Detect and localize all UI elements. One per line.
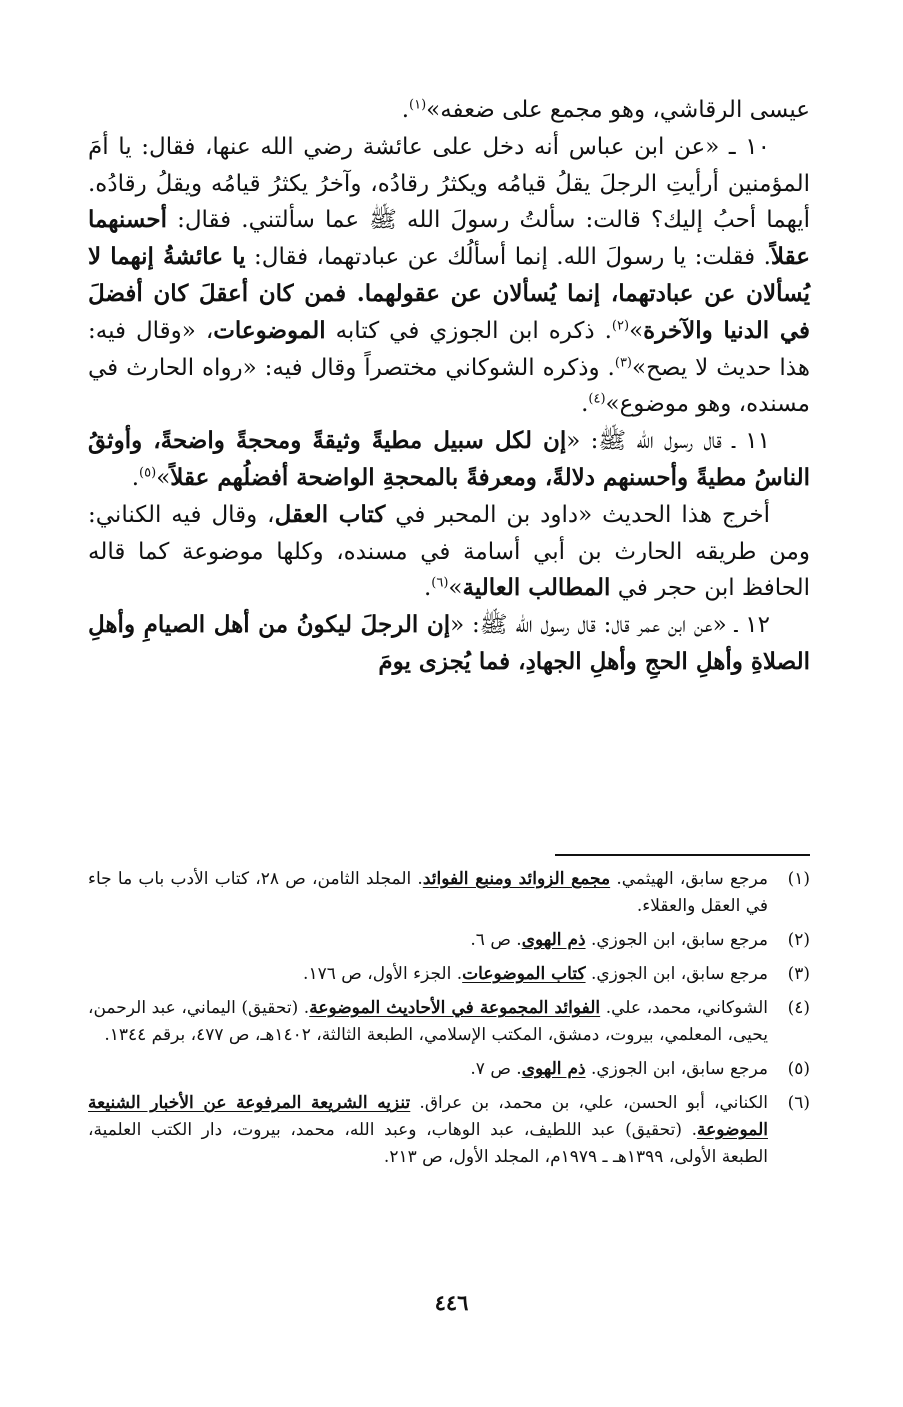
bold-phrase: كتاب العقل — [274, 500, 386, 528]
bold-phrase: يا عائشةُ إنهما لا يُسألان عن عبادتهما، إنما يُسألان عن عقولهما. فمن كان أعقلَ كان أفضلَ في الدنيا والآخرة — [88, 243, 810, 344]
footnote-1 — [88, 866, 810, 920]
book-title: ذم الهوى — [521, 1059, 586, 1079]
book-title: كتاب الموضوعات — [462, 964, 586, 984]
book-title: ذم الهوى — [521, 930, 586, 950]
book-title: الفوائد المجموعة في الأحاديث الموضوعة — [309, 998, 601, 1018]
hadith-12: ١٢ ـ «عن ابن عمر قال: قال رسول الله ﷺ: «إن الرجلَ ليكونُ من أهل الصيامِ وأهلِ الصلاةِ وأهلِ الحجِ وأهلِ الجهادِ، فما يُجزى يومَ — [88, 611, 810, 675]
footnote-4 — [88, 995, 810, 1049]
footnotes — [88, 866, 810, 1178]
footnote-ref: (٤) — [588, 391, 606, 407]
paragraph-continuation: عيسى الرقاشي، وهو مجمع على ضعفه»$^{(١)}$. — [401, 97, 810, 123]
footnote-3 — [88, 961, 810, 988]
book-title: تنزيه الشريعة المرفوعة عن الأخبار الشنيعة الموضوعة — [88, 1093, 768, 1140]
main-body — [88, 92, 810, 681]
footnote-number: (٥) — [787, 1059, 810, 1079]
bold-phrase: المطالب العالية — [462, 574, 611, 602]
footnote-ref: (١) — [409, 97, 427, 113]
main-text — [88, 92, 810, 681]
page-number: ٤٤٦ — [434, 1290, 469, 1315]
footnote-ref: (٥) — [139, 465, 157, 481]
hadith-10: ١٠ ـ «عن ابن عباس أنه دخل على عائشة رضي الله عنها، فقال: يا أمَ المؤمنين أرأيتِ الرجلَ يقلُ قيامُه ويكثرُ رقادُه، وآخرُ يكثرُ قيامُه ويقلُ رقادُه. أيهما أحبُ إليك؟ قالت: سألتُ رسولَ الله ﷺ عما سألتني. فقال: أحسنهما عقلاً. فقلت: يا رسولَ الله. إنما أسألُك عن عبادتهما، فقال: يا عائشةُ إنهما لا يُسألان عن عبادتهما، إنما يُسألان عن عقولهما. فمن كان أعقلَ كان أفضلَ في الدنيا والآخرة»$^{(٢)}$. ذكره ابن الجوزي في كتابه الموضوعات، «وقال فيه: هذا حديث لا يصح»$^{(٣)}$. وذكره الشوكاني مختصراً وقال فيه: «رواه الحارث في مسنده، وهو موضوع»$^{(٤)}$. — [88, 133, 810, 418]
footnote-number: (٣) — [787, 964, 810, 984]
footnote-ref: (٣) — [614, 354, 632, 370]
footnote-text: مرجع سابق، ابن الجوزي. ذم الهوى. ص ٦. — [470, 930, 768, 950]
footnote-text: مرجع سابق، ابن الجوزي. كتاب الموضوعات. الجزء الأول، ص ١٧٦. — [303, 964, 768, 984]
footnote-2 — [88, 927, 810, 954]
bold-phrase: الموضوعات — [213, 316, 326, 344]
footnote-5 — [88, 1056, 810, 1083]
footnote-number: (٦) — [787, 1093, 810, 1113]
book-title: مجمع الزوائد ومنبع الفوائد — [422, 869, 611, 889]
footnote-text: مرجع سابق، ابن الجوزي. ذم الهوى. ص ٧. — [470, 1059, 768, 1079]
footnote-number: (١) — [787, 869, 810, 889]
hadith-11: ١١ ـ قال رسول الله ﷺ: «إن لكل سبيل مطيةً وثيقةً ومحجةً واضحةً، وأوثقُ الناسُ مطيةً وأحسنهم دلالةً، ومعرفةً بالمحجةِ الواضحة أفضلُهم عقلاً»$^{(٥)}$. — [88, 427, 810, 491]
footnote-ref: (٢) — [611, 318, 630, 334]
footnote-6 — [88, 1090, 810, 1171]
bold-phrase: إن لكل سبيل مطيةً وثيقةً ومحجةً واضحةً، وأوثقُ الناسُ مطيةً وأحسنهم دلالةً، ومعرفةً بالمحجةِ الواضحة أفضلُهم عقلاً — [88, 427, 810, 491]
bold-phrase: أحسنهما عقلاً — [88, 206, 810, 271]
bold-phrase: إن الرجلَ ليكونُ من أهل الصيامِ وأهلِ الصلاةِ وأهلِ الحجِ وأهلِ الجهادِ، فما يُجزى يومَ — [88, 611, 810, 675]
footnote-text: مرجع سابق، الهيثمي. مجمع الزوائد ومنبع الفوائد. المجلد الثامن، ص ٢٨، كتاب الأدب باب ما جاء في العقل والعقلاء. — [88, 869, 768, 916]
footnote-number: (٢) — [787, 930, 810, 950]
footnote-ref: (٦) — [431, 575, 449, 591]
footnote-text: الشوكاني، محمد، علي. الفوائد المجموعة في الأحاديث الموضوعة. (تحقيق) اليماني، عبد الرحمن، يحيى، المعلمي، بيروت، دمشق، المكتب الإسلامي، الطبعة الثالثة، ١٤٠٢هـ، ص ٤٧٧، برقم ١٣٤٤. — [88, 998, 768, 1045]
hadith-11-commentary: أخرج هذا الحديث «داود بن المحبر في كتاب العقل، وقال فيه الكناني: ومن طريقه الحارث بن أبي أسامة في مسنده، وكلها موضوعة كما قاله الحافظ ابن حجر في المطالب العالية»$^{(٦)}$. — [88, 500, 810, 602]
footnote-number: (٤) — [787, 998, 810, 1018]
footnote-text: الكناني، أبو الحسن، علي، بن محمد، بن عراق. تنزيه الشريعة المرفوعة عن الأخبار الشنيعة الموضوعة. (تحقيق) عبد اللطيف، عبد الوهاب، وعبد الله، محمد، بيروت، دار الكتب العلمية، الطبعة الأولى، ١٣٩٩هـ ـ ١٩٧٩م، المجلد الأول، ص ٢١٣. — [88, 1093, 768, 1167]
